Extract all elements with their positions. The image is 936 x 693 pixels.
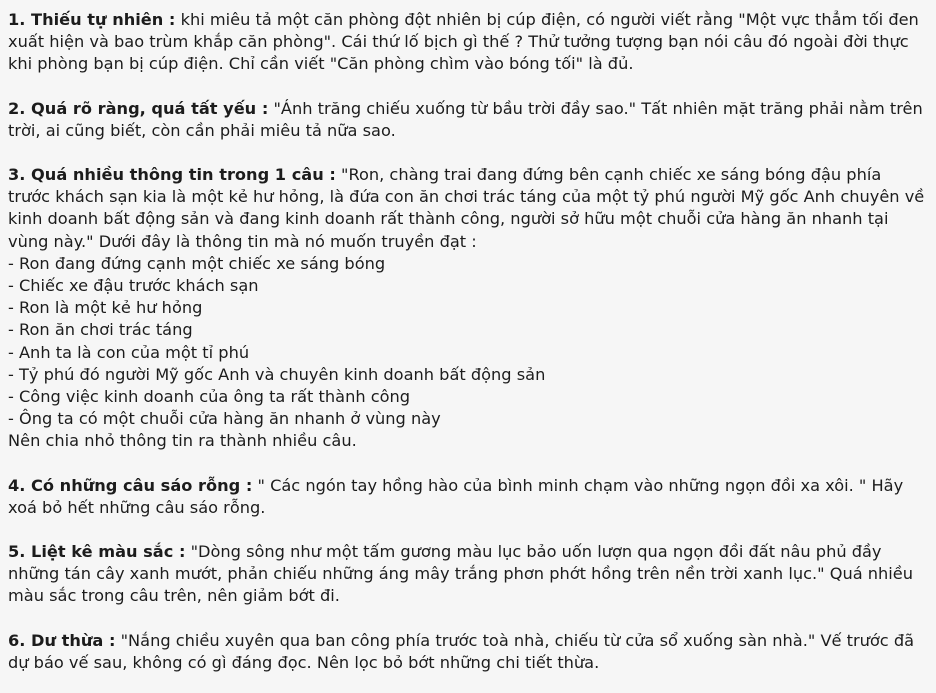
section-heading: 3. Quá nhiều thông tin trong 1 câu : [8, 165, 336, 185]
section-text: khi miêu tả một căn phòng đột nhiên bị cúp điện, có người viết rằng "Một vực thẳm tối đen xuất hiện và bao trùm khắp căn phòng". Cái thứ lố bịch gì thế ? Thử tưởng tượng bạn nói câu đó ngoài đời thực khi phòng bạn bị cúp điện. Chỉ cần viết "Căn phòng chìm vào bóng tối" là đủ. [8, 10, 919, 74]
section-heading: 1. Thiếu tự nhiên : [8, 10, 176, 29]
section-heading: 6. Dư thừa : [8, 630, 116, 650]
section-5 [8, 541, 928, 608]
section-text: " Các ngón tay hồng hào của bình minh chạm vào những ngọn đồi xa xôi. " Hãy xoá bỏ hết những câu sáo rỗng. [8, 475, 904, 517]
section-closing: Nên chia nhỏ thông tin ra thành nhiều câu. [8, 431, 357, 451]
section-1 [8, 9, 928, 76]
list-item: - Ron là một kẻ hư hỏng [8, 298, 203, 318]
section-text: "Ánh trăng chiếu xuống từ bầu trời đầy sao." Tất nhiên mặt trăng phải nằm trên trời, ai cũng biết, còn cần phải miêu tả nữa sao. [8, 98, 923, 140]
section-paragraph [8, 475, 928, 519]
list-item: - Ron đang đứng cạnh một chiếc xe sáng bóng [8, 253, 386, 273]
section-4 [8, 475, 928, 519]
section-text: "Nắng chiều xuyên qua ban công phía trước toà nhà, chiếu từ cửa sổ xuống sàn nhà." Vế trước đã dự báo vế sau, không có gì đáng đọc. Nên lọc bỏ bớt những chi tiết thừa. [8, 630, 915, 672]
list-item: - Công việc kinh doanh của ông ta rất thành công [8, 387, 411, 407]
section-paragraph [8, 630, 928, 674]
section-3 [8, 164, 928, 453]
list-item: - Ron ăn chơi trác táng [8, 320, 193, 340]
section-text: "Ron, chàng trai đang đứng bên cạnh chiếc xe sáng bóng đậu phía trước khách sạn kia là một kẻ hư hỏng, là đứa con ăn chơi trác táng của một tỷ phú người Mỹ gốc Anh chuyên về kinh doanh bất động sản và đang kinh doanh rất thành công, người sở hữu một chuỗi cửa hàng ăn nhanh tại vùng này." Dưới đây là thông tin mà nó muốn truyền đạt : [8, 165, 925, 251]
section-paragraph [8, 164, 928, 253]
section-paragraph [8, 98, 928, 142]
section-text: "Dòng sông như một tấm gương màu lục bảo uốn lượn qua ngọn đồi đất nâu phủ đầy những tán cây xanh mướt, phản chiếu những áng mây trắng phơn phớt hồng trên nền trời xanh lục." Quá nhiều màu sắc trong câu trên, nên giảm bớt đi. [8, 542, 914, 606]
section-heading: 4. Có những câu sáo rỗng : [8, 475, 253, 495]
list-item: - Chiếc xe đậu trước khách sạn [8, 276, 259, 296]
section-2 [8, 98, 928, 142]
section-6 [8, 630, 928, 674]
list-item: - Anh ta là con của một tỉ phú [8, 342, 250, 362]
list-item: - Tỷ phú đó người Mỹ gốc Anh và chuyên kinh doanh bất động sản [8, 364, 546, 384]
info-list [8, 253, 928, 431]
section-heading: 5. Liệt kê màu sắc : [8, 542, 186, 562]
section-heading: 2. Quá rõ ràng, quá tất yếu : [8, 98, 269, 118]
list-item: - Ông ta có một chuỗi cửa hàng ăn nhanh ở vùng này [8, 409, 441, 429]
section-paragraph [8, 9, 928, 76]
section-paragraph [8, 541, 928, 608]
